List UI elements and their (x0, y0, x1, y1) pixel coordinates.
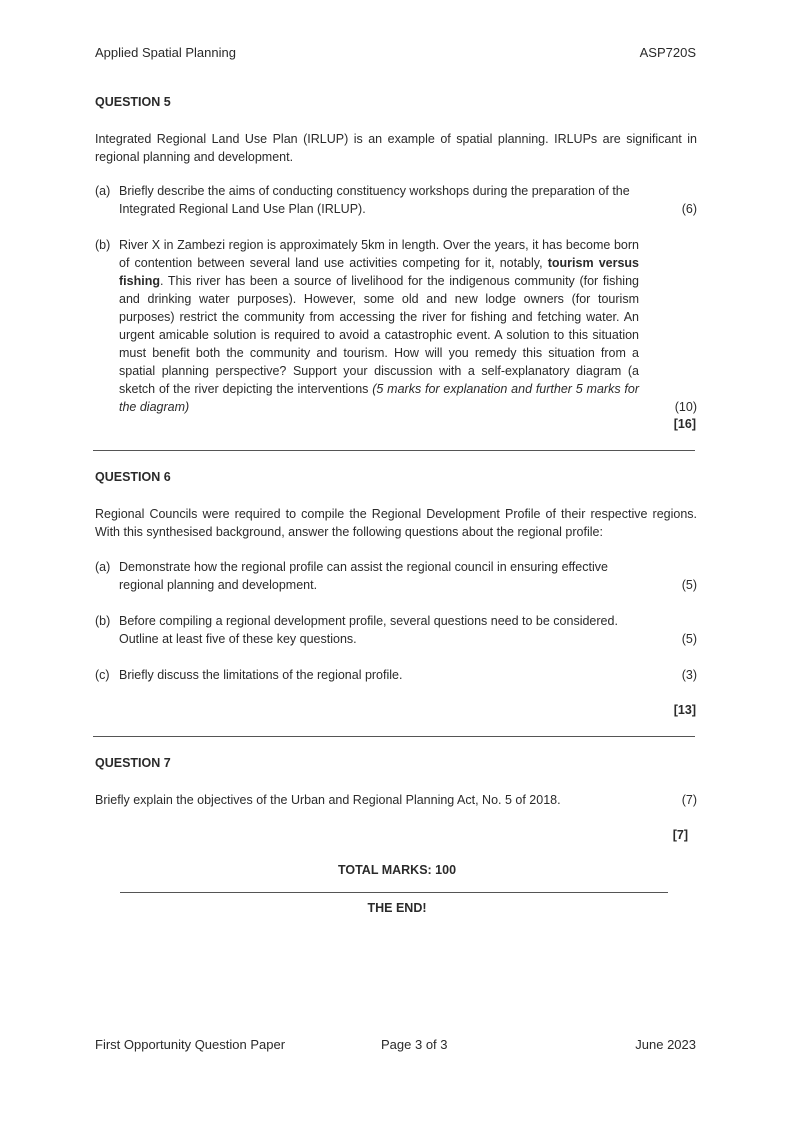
question-6b-marks: (5) (681, 632, 697, 646)
question-5-title: QUESTION 5 (95, 95, 171, 109)
question-5b-text-part-1: River X in Zambezi region is approximately 5km in length. Over the years, it has become born of contention between several land use activities competing for it, notably, (119, 238, 639, 270)
question-6c-label: (c) (95, 668, 110, 682)
footer-page-number: Page 3 of 3 (381, 1037, 448, 1052)
question-7-title: QUESTION 7 (95, 756, 171, 770)
question-6b-text: Before compiling a regional development profile, several questions need to be considered. Outline at least five of these key questions. (119, 614, 618, 646)
question-6b (95, 612, 697, 648)
question-6a-marks: (5) (681, 578, 697, 592)
footer-date: June 2023 (635, 1037, 696, 1052)
question-6-total: [13] (673, 703, 696, 717)
question-5b-marks: (10) (674, 400, 697, 414)
question-7 (95, 791, 697, 809)
total-marks: TOTAL MARKS: 100 (337, 863, 457, 877)
divider (93, 736, 695, 737)
question-6-title: QUESTION 6 (95, 470, 171, 484)
question-6b-label: (b) (95, 614, 111, 628)
question-6a-label: (a) (95, 560, 111, 574)
question-5-intro: Integrated Regional Land Use Plan (IRLUP) is an example of spatial planning. IRLUPs are significant in regional planning and development. (95, 132, 697, 164)
question-7-total: [7] (672, 828, 688, 842)
question-6c-marks: (3) (681, 668, 697, 682)
question-5b-text (119, 236, 639, 416)
question-7-marks: (7) (681, 793, 697, 807)
question-6c (95, 666, 697, 684)
question-6a-text: Demonstrate how the regional profile can assist the regional council in ensuring effective regional planning and development. (119, 560, 608, 592)
divider (93, 450, 695, 451)
question-5b (95, 236, 697, 416)
question-5a-label: (a) (95, 184, 111, 198)
the-end: THE END! (367, 901, 427, 915)
question-5b-text-bold: tourism versus fishing (119, 256, 639, 288)
question-5-total: [16] (673, 417, 696, 431)
question-6-intro: Regional Councils were required to compile the Regional Development Profile of their respective regions. With this synthesised background, answer the following questions about the regional profile: (95, 507, 697, 539)
footer-paper-type: First Opportunity Question Paper (95, 1037, 286, 1052)
question-6a (95, 558, 697, 594)
course-name: Applied Spatial Planning (95, 45, 236, 60)
question-6c-text: Briefly discuss the limitations of the regional profile. (119, 668, 403, 682)
question-7-text: Briefly explain the objectives of the Urban and Regional Planning Act, No. 5 of 2018. (95, 793, 561, 807)
question-5a (95, 182, 697, 218)
question-5b-label: (b) (95, 238, 111, 252)
question-5b-text-part-2: . This river has been a source of livelihood for the indigenous community (for fishing and drinking water purposes). However, some old and new lodge owners (for tourism purposes) restrict the community from accessing the river for fishing and fetching water. An urgent amicable solution is required to avoid a catastrophic event. A solution to this situation must benefit both the community and tourism. How will you remedy this situation from a spatial planning perspective? Support your discussion with a self-explanatory diagram (a sketch of the river depicting the interventions (119, 274, 639, 396)
course-code: ASP720S (639, 45, 696, 60)
question-5a-text: Briefly describe the aims of conducting constituency workshops during the preparation of the Integrated Regional Land Use Plan (IRLUP). (119, 184, 630, 216)
divider (120, 892, 668, 893)
question-5a-marks: (6) (681, 202, 697, 216)
question-5b-text-italic: (5 marks for explanation and further 5 marks for the diagram) (119, 382, 639, 414)
